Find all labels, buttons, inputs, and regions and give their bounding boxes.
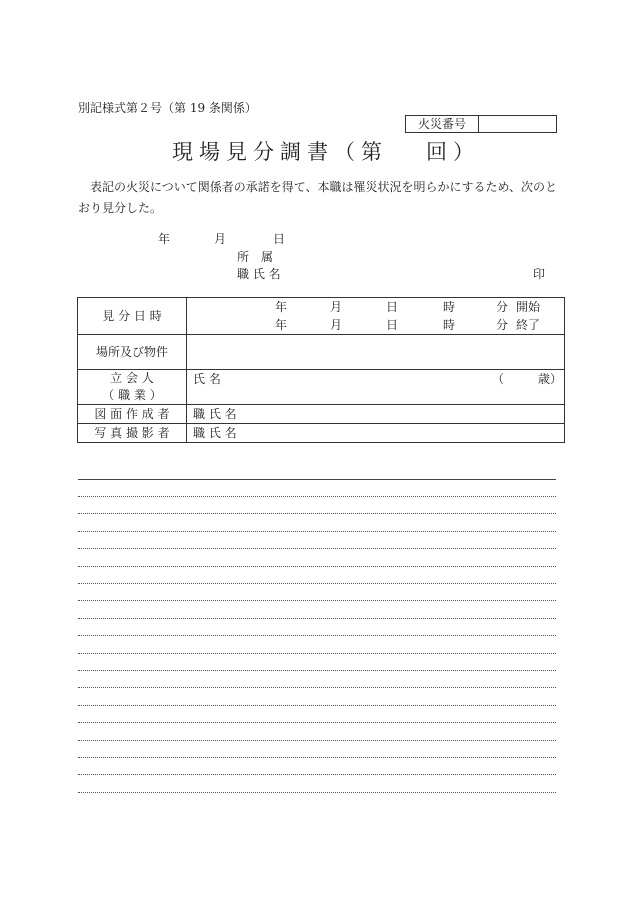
witness-label: 立 会 人 [110,371,154,385]
end-minute-label: 分 [496,318,509,332]
drawing-creator-name-label: 職 氏 名 [193,407,237,421]
end-month-label: 月 [330,318,343,332]
notes-solid-rule [78,479,556,480]
witness-occupation-label: （ 職 業 ） [102,388,162,402]
age-label: 歳） [538,372,563,386]
notes-dotted-rule [78,740,556,741]
end-year-label: 年 [275,318,288,332]
photographer-label: 写 真 撮 影 者 [78,424,187,443]
drawing-creator-label: 図 面 作 成 者 [78,405,187,424]
table-row [78,370,565,405]
witness-label-cell [78,370,187,405]
age-open: （ [492,372,505,386]
inspection-table [77,297,565,443]
notes-dotted-rule [78,653,556,654]
notes-dotted-rule [78,792,556,793]
end-day-label: 日 [386,318,399,332]
table-row [78,405,565,424]
fire-number-label: 火災番号 [406,116,479,132]
official-name-label: 職 氏 名 [237,267,281,281]
notes-dotted-rule [78,618,556,619]
table-row [78,424,565,443]
notes-dotted-rule [78,566,556,567]
seal-mark: 印 [533,267,546,281]
notes-dotted-rule [78,705,556,706]
start-minute-label: 分 [496,300,509,314]
title-suffix: 回） [426,140,480,164]
notes-dotted-rule [78,635,556,636]
date-day-label: 日 [273,232,286,246]
notes-dotted-rule [78,722,556,723]
notes-dotted-rule [78,757,556,758]
location-field[interactable] [187,335,565,370]
photographer-name-label: 職 氏 名 [193,426,237,440]
intro-paragraph [78,177,558,219]
witness-field[interactable] [187,370,565,405]
date-year-label: 年 [158,232,171,246]
form-reference: 別記様式第２号（第 19 条関係） [78,101,257,115]
end-text: 終了 [516,318,541,332]
notes-dotted-rule [78,531,556,532]
inspection-datetime-label: 見 分 日 時 [78,298,187,335]
inspection-datetime-cell[interactable] [187,298,565,335]
notes-dotted-rule [78,496,556,497]
start-hour-label: 時 [443,300,456,314]
location-label: 場所及び物件 [78,335,187,370]
witness-name-label: 氏 名 [193,372,221,386]
fire-number-box [405,115,557,133]
start-text: 開始 [516,300,541,314]
drawing-creator-field[interactable] [187,405,565,424]
intro-text: 表記の火災について関係者の承諾を得て、本職は罹災状況を明らかにするため、次のとおり見分した。 [78,180,558,215]
start-month-label: 月 [330,300,343,314]
photographer-field[interactable] [187,424,565,443]
notes-dotted-rule [78,600,556,601]
date-month-label: 月 [214,232,227,246]
title-main: 現場見分調書（第 [172,140,388,164]
affiliation-label: 所 属 [237,250,274,264]
table-row [78,335,565,370]
start-year-label: 年 [275,300,288,314]
fire-number-field[interactable] [479,116,556,132]
notes-dotted-rule [78,513,556,514]
notes-dotted-rule [78,548,556,549]
notes-dotted-rule [78,583,556,584]
notes-dotted-rule [78,774,556,775]
notes-dotted-rule [78,670,556,671]
start-day-label: 日 [386,300,399,314]
table-row [78,298,565,335]
notes-dotted-rule [78,687,556,688]
document-title [172,136,480,166]
end-hour-label: 時 [443,318,456,332]
